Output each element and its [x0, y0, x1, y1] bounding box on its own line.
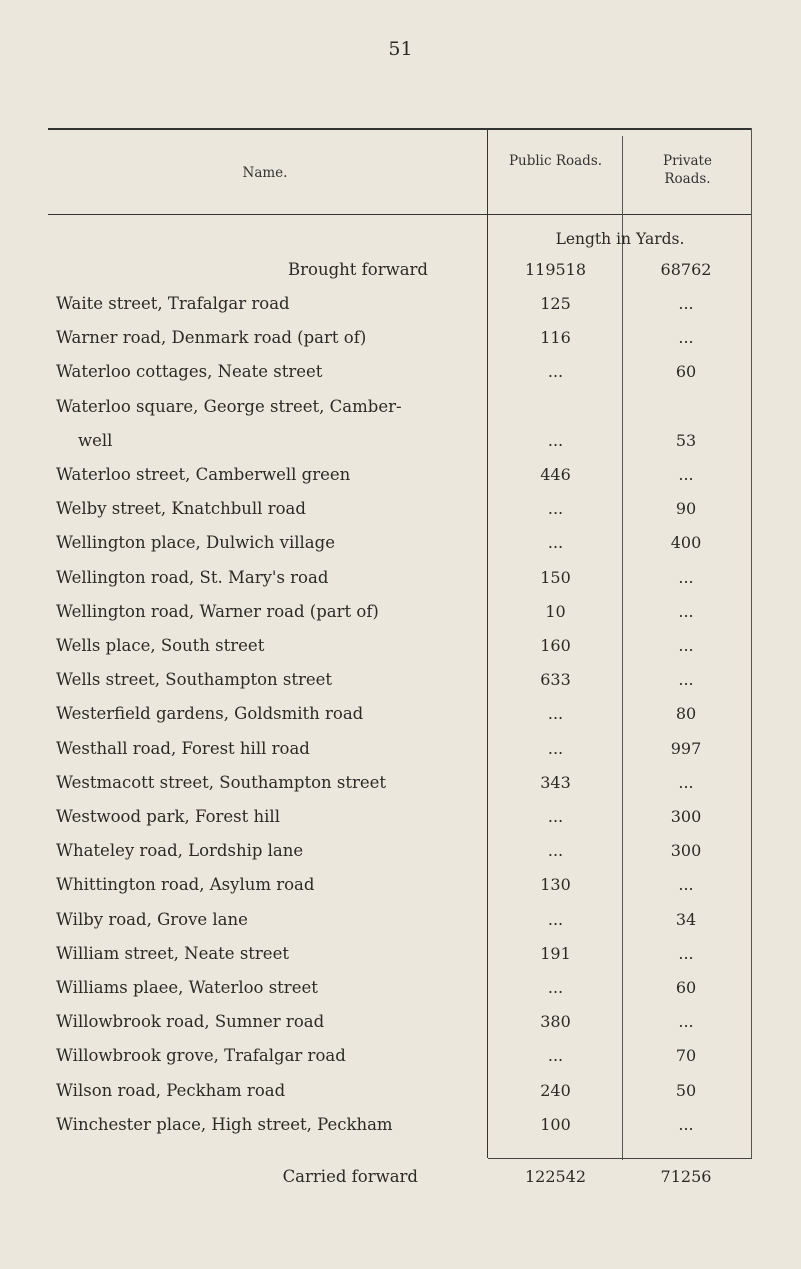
carried-forward-row — [0, 1160, 801, 1194]
road-name: Waterloo cottages, Neate street — [56, 362, 323, 381]
public-length: 100 — [540, 1115, 571, 1134]
road-name: Westmacott street, Southampton street — [56, 773, 387, 792]
table-row — [0, 868, 801, 902]
table-row — [0, 766, 801, 800]
public-length: 240 — [540, 1081, 571, 1100]
header-bottom-rule — [48, 214, 752, 215]
public-length: 160 — [540, 636, 571, 655]
road-name: Waterloo street, Camberwell green — [56, 465, 351, 484]
private-length: 90 — [675, 499, 697, 518]
private-length: 50 — [675, 1081, 697, 1100]
private-length: ... — [678, 1012, 694, 1031]
public-length: 343 — [540, 773, 571, 792]
table-row — [0, 424, 801, 458]
private-length: 300 — [670, 841, 702, 860]
road-name: Westwood park, Forest hill — [56, 807, 280, 826]
table-row — [0, 492, 801, 526]
public-length: ... — [547, 978, 564, 997]
road-name: Whateley road, Lordship lane — [56, 841, 304, 860]
public-length: 150 — [540, 568, 571, 587]
table-top-rule — [48, 128, 752, 130]
road-name: William street, Neate street — [56, 944, 289, 963]
road-name: Winchester place, High street, Peckham — [56, 1115, 393, 1134]
private-length: ... — [678, 944, 694, 963]
road-name: Waterloo square, George street, Camber- — [56, 397, 402, 416]
road-name: Williams plaee, Waterloo street — [56, 978, 318, 997]
table-row — [0, 1074, 801, 1108]
public-length: 122542 — [524, 1167, 587, 1186]
road-name: Westhall road, Forest hill road — [56, 739, 310, 758]
page-number: 51 — [388, 38, 413, 60]
private-length: ... — [678, 602, 694, 621]
public-length: 10 — [545, 602, 566, 621]
private-length: 70 — [675, 1046, 697, 1065]
table-row — [0, 834, 801, 868]
road-name: Welby street, Knatchbull road — [56, 499, 306, 518]
private-length: 71256 — [660, 1167, 712, 1186]
public-length: 116 — [540, 328, 571, 347]
public-length: ... — [547, 841, 564, 860]
table-row — [0, 971, 801, 1005]
public-length: ... — [547, 910, 564, 929]
road-name: Brought forward — [288, 260, 428, 279]
private-length: ... — [678, 670, 694, 689]
public-length: 125 — [540, 294, 571, 313]
table-row — [0, 595, 801, 629]
road-name: Willowbrook road, Sumner road — [56, 1012, 325, 1031]
public-length: ... — [547, 499, 564, 518]
public-length: 633 — [540, 670, 571, 689]
road-name: Willowbrook grove, Trafalgar road — [56, 1046, 346, 1065]
table-row — [0, 1108, 801, 1142]
private-length: ... — [678, 465, 694, 484]
table-row — [0, 321, 801, 355]
private-length: 997 — [670, 739, 702, 758]
table-row — [0, 355, 801, 389]
header-name: Name. — [242, 165, 288, 181]
road-name: Wells place, South street — [56, 636, 265, 655]
private-length: 34 — [675, 910, 697, 929]
table-row — [0, 732, 801, 766]
header-public: Public Roads. — [508, 153, 603, 169]
road-name: Wellington road, Warner road (part of) — [56, 602, 379, 621]
road-name: Wells street, Southampton street — [56, 670, 333, 689]
private-length: 60 — [675, 362, 697, 381]
road-name: Wilby road, Grove lane — [56, 910, 248, 929]
public-length: 446 — [540, 465, 571, 484]
private-length: 68762 — [660, 260, 712, 279]
table-row — [0, 561, 801, 595]
table-row — [0, 1005, 801, 1039]
road-name: Waite street, Trafalgar road — [56, 294, 290, 313]
table-row — [0, 903, 801, 937]
private-length: 400 — [670, 533, 702, 552]
table-row — [0, 458, 801, 492]
public-length: ... — [547, 1046, 564, 1065]
private-length: ... — [678, 568, 694, 587]
road-name: Carried forward — [282, 1167, 418, 1186]
private-length: 60 — [675, 978, 697, 997]
private-length: ... — [678, 328, 694, 347]
private-length: ... — [678, 773, 694, 792]
table-row — [0, 697, 801, 731]
public-length: 191 — [540, 944, 571, 963]
public-length: ... — [547, 362, 564, 381]
public-length: 119518 — [524, 260, 587, 279]
private-length: ... — [678, 636, 694, 655]
public-length: 130 — [540, 875, 571, 894]
public-length: ... — [547, 739, 564, 758]
table-row — [0, 390, 801, 424]
road-name: Wellington place, Dulwich village — [56, 533, 335, 552]
table-row — [0, 287, 801, 321]
table-row — [0, 937, 801, 971]
units-label: Length in Yards. — [555, 230, 685, 248]
road-name: Wellington road, St. Mary's road — [56, 568, 329, 587]
private-length: 53 — [675, 431, 697, 450]
road-name: Whittington road, Asylum road — [56, 875, 315, 894]
table-row — [0, 1039, 801, 1073]
brought-forward-row — [0, 253, 801, 287]
table-row — [0, 663, 801, 697]
public-length: ... — [547, 431, 564, 450]
public-length: ... — [547, 704, 564, 723]
table-row — [0, 629, 801, 663]
header-private: Private Roads. — [663, 153, 712, 187]
private-length: ... — [678, 875, 694, 894]
public-length: 380 — [540, 1012, 571, 1031]
private-length: ... — [678, 294, 694, 313]
private-length: 80 — [675, 704, 697, 723]
carried-rule — [488, 1158, 752, 1159]
public-length: ... — [547, 533, 564, 552]
table-row — [0, 800, 801, 834]
road-name: Warner road, Denmark road (part of) — [56, 328, 367, 347]
road-name: well — [78, 431, 113, 450]
private-length: ... — [678, 1115, 694, 1134]
public-length: ... — [547, 807, 564, 826]
road-name: Wilson road, Peckham road — [56, 1081, 286, 1100]
private-length: 300 — [670, 807, 702, 826]
road-name: Westerfield gardens, Goldsmith road — [56, 704, 364, 723]
table-row — [0, 526, 801, 560]
